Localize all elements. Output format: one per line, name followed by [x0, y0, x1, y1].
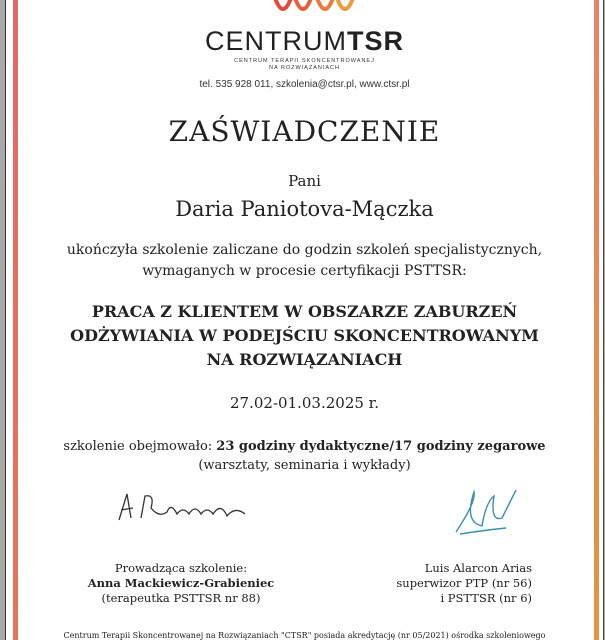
- signature-right-icon: [446, 482, 526, 542]
- signature-left: [81, 561, 281, 606]
- course-dates: 27.02-01.03.2025 r.: [230, 394, 379, 412]
- signature-right: [336, 561, 532, 606]
- brand-bold: TSR: [347, 26, 404, 56]
- course-line: ODŻYWIANIA W PODEJŚCIU SKONCENTROWANYM: [70, 326, 539, 345]
- scope-forms: (warsztaty, seminaria i wykłady): [198, 458, 411, 473]
- salutation: Pani: [288, 172, 321, 190]
- signer-name: Luis Alarcon Arias: [424, 561, 532, 575]
- certificate-page: [5, 0, 604, 640]
- course-line: PRACA Z KLIENTEM W OBSZARZE ZABURZEŃ: [91, 302, 518, 321]
- brand-subtitle-2: NA ROZWIĄZANIACH: [268, 65, 340, 71]
- contact-info: tel. 535 928 011, szkolenia@ctsr.pl, www.ctsr.pl: [199, 79, 410, 90]
- course-title: [6, 300, 603, 372]
- signer-title: (terapeutka PSTTSR nr 88): [101, 591, 261, 605]
- signer-name: Anna Mackiewicz-Grabieniec: [87, 576, 275, 590]
- signer-role: Prowadząca szkolenie:: [114, 561, 248, 575]
- signer-title: superwizor PTP (nr 56): [396, 576, 532, 590]
- logo-waves-icon: [271, 0, 361, 20]
- description-line: ukończyła szkolenie zaliczane do godzin szkoleń specjalistycznych,: [66, 242, 543, 258]
- accreditation-footer: Centrum Terapii Skoncentrowanej na Rozwiązaniach "CTSR" posiada akredytację (nr 05/2021) ośrodka szkoleniowego: [63, 631, 546, 640]
- signature-left-icon: [111, 488, 261, 528]
- course-scope: [6, 437, 603, 475]
- brand-subtitle: CENTRUM TERAPII SKONCENTROWANEJ: [234, 58, 375, 64]
- recipient-name: Daria Paniotova-Mączka: [175, 197, 434, 221]
- description: [6, 240, 603, 282]
- brand-logo: [6, 26, 603, 57]
- scope-hours: 23 godziny dydaktyczne/17 godziny zegarowe: [216, 439, 546, 454]
- scope-prefix: szkolenie obejmowało:: [63, 439, 217, 454]
- certificate-title: ZAŚWIADCZENIE: [168, 115, 441, 148]
- course-line: NA ROZWIĄZANIACH: [206, 350, 403, 369]
- signer-title: i PSTTSR (nr 6): [440, 591, 532, 605]
- description-line: wymaganych w procesie certyfikacji PSTTSR:: [142, 263, 467, 279]
- brand-light: CENTRUM: [205, 26, 347, 56]
